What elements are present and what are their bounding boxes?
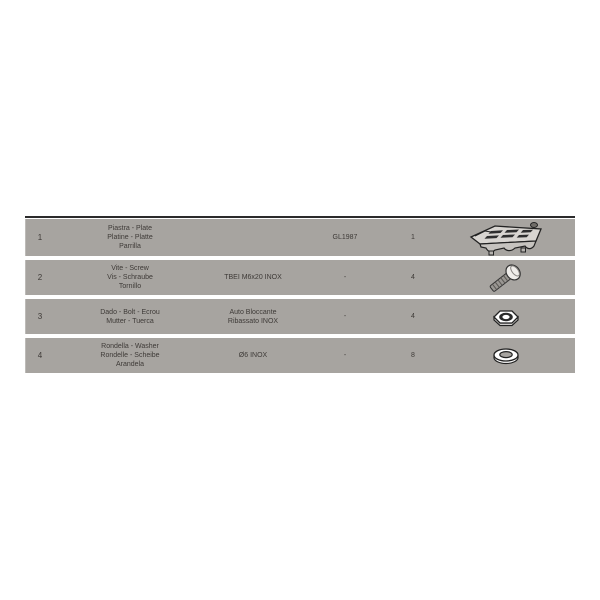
spec-line: Ø6 INOX [238, 352, 268, 359]
row-number: 3 [37, 312, 43, 321]
table-row [25, 260, 575, 295]
part-code: - [343, 352, 347, 359]
part-quantity: 8 [411, 352, 415, 359]
plate-part-image [465, 220, 547, 256]
part-code: - [343, 313, 347, 320]
description-line: Parrilla [119, 243, 141, 250]
spec-line: Ribassato INOX [227, 317, 279, 325]
table-row [25, 338, 575, 373]
part-quantity: 1 [411, 234, 415, 241]
description-line: Platine - Platte [107, 234, 153, 241]
part-description [55, 338, 205, 373]
description-line: Vis - Schraube [107, 274, 153, 281]
part-image-cell [437, 338, 575, 373]
screw-part-image [485, 261, 527, 295]
description-line: Arandela [115, 361, 145, 368]
row-number: 1 [37, 233, 43, 242]
description-line: Piastra - Plate [108, 225, 152, 232]
description-line: Rondelle - Scheibe [100, 352, 160, 359]
spec-line: Auto Bloccante [229, 308, 277, 316]
table-row [25, 299, 575, 334]
description-line: Dado - Bolt - Ecrou [100, 308, 160, 316]
part-image-cell [437, 219, 575, 256]
part-code: - [343, 274, 347, 281]
part-image-cell [437, 299, 575, 334]
description-line: Tornillo [118, 283, 142, 290]
part-description [55, 260, 205, 295]
nut-part-image [490, 306, 522, 328]
part-spec [205, 338, 301, 373]
part-image-cell [437, 260, 575, 295]
spec-line: TBEI M6x20 INOX [224, 274, 282, 281]
row-number: 2 [37, 273, 43, 282]
part-spec [205, 219, 301, 256]
part-code: GL1987 [332, 234, 358, 241]
description-line: Rondella - Washer [101, 343, 159, 350]
part-description [55, 299, 205, 334]
part-description [55, 219, 205, 256]
part-spec [205, 260, 301, 295]
washer-part-image [491, 347, 521, 365]
part-quantity: 4 [411, 274, 415, 281]
row-number: 4 [37, 351, 43, 360]
parts-table [25, 216, 575, 373]
description-line: Vite - Screw [111, 265, 149, 272]
table-row [25, 219, 575, 256]
description-line: Mutter - Tuerca [106, 317, 154, 325]
part-quantity: 4 [411, 313, 415, 320]
part-spec [205, 299, 301, 334]
